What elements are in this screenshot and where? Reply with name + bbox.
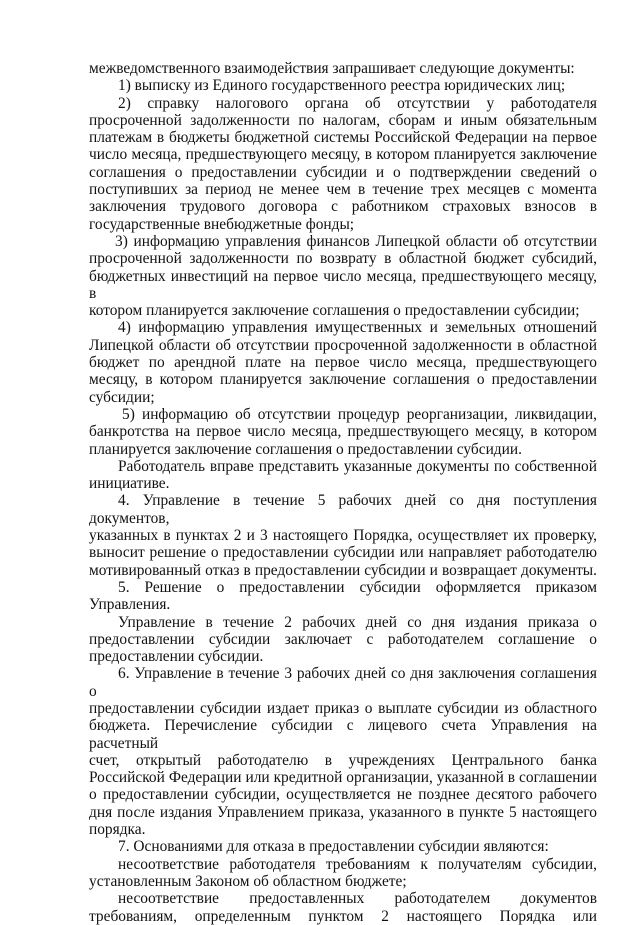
text-line: несоответствие предоставленных работодателем документов <box>118 890 597 908</box>
text-line: просроченной задолженности по налогам, сборам и иным обязательным <box>89 111 597 129</box>
text-line: 1) выписку из Единого государственного реестра юридических лиц; <box>118 77 566 95</box>
text-line: планируется заключение соглашения о предоставлении субсидии. <box>89 440 522 458</box>
text-line: предоставлении субсидии. <box>89 648 264 666</box>
document-body <box>89 60 597 925</box>
text-line: дня после издания Управлением приказа, указанного в пункте 5 настоящего <box>89 803 597 821</box>
text-line: Управление в течение 2 рабочих дней со дня издания приказа о <box>118 613 597 631</box>
text-line: платежам в бюджеты бюджетной системы Российской Федерации на первое <box>89 129 597 147</box>
text-line: счет, открытый работодателю в учреждениях Центрального банка <box>89 751 597 769</box>
text-line: бюджет по арендной плате на первое число месяца, предшествующего <box>89 354 597 372</box>
text-line: государственные внебюджетные фонды; <box>89 215 355 233</box>
text-line: 3) информацию управления финансов Липецкой области об отсутствии <box>115 232 597 250</box>
text-line: бюджетных инвестиций на первое число месяца, предшествующего месяцу, в <box>89 267 597 302</box>
text-line: 7. Основаниями для отказа в предоставлении субсидии являются: <box>118 838 549 856</box>
text-line: порядка. <box>89 821 146 839</box>
text-line: Работодатель вправе представить указанные документы по собственной <box>118 457 597 475</box>
text-line: котором планируется заключение соглашения о предоставлении субсидии; <box>89 302 580 320</box>
text-line: требованиям, определенным пунктом 2 настоящего Порядка или <box>89 907 597 925</box>
text-line: о предоставлении субсидии, осуществляется не позднее десятого рабочего <box>89 786 597 804</box>
text-line: выносит решение о предоставлении субсидии или направляет работодателю <box>89 544 597 562</box>
text-line: Липецкой области об отсутствии просроченной задолженности в областной <box>89 336 597 354</box>
text-line: предоставлении субсидии заключает с работодателем соглашение о <box>89 630 597 648</box>
text-line: заключения трудового договора с работником страховых взносов в <box>89 198 597 216</box>
text-line: предоставлении субсидии издает приказ о выплате субсидии из областного <box>89 699 597 717</box>
text-line: инициативе. <box>89 475 170 493</box>
text-line: месяцу, в котором планируется заключение соглашения о предоставлении <box>89 371 597 389</box>
text-line: соглашения о предоставлении субсидии и о подтверждении сведений о <box>89 163 597 181</box>
text-line: 5. Решение о предоставлении субсидии оформляется приказом <box>118 578 597 596</box>
text-line: Российской Федерации или кредитной организации, указанной в соглашении <box>89 769 597 787</box>
text-line: установленным Законом об областном бюджете; <box>89 872 407 890</box>
text-line: 4) информацию управления имущественных и земельных отношений <box>118 319 597 337</box>
text-line: число месяца, предшествующего месяцу, в котором планируется заключение <box>89 146 597 164</box>
text-line: 2) справку налогового органа об отсутствии у работодателя <box>118 94 597 112</box>
text-line: несоответствие работодателя требованиям к получателям субсидии, <box>118 855 597 873</box>
text-line: 4. Управление в течение 5 рабочих дней со дня поступления документов, <box>89 492 597 527</box>
text-line: бюджета. Перечисление субсидии с лицевого счета Управления на расчетный <box>89 717 597 752</box>
text-line: межведомственного взаимодействия запрашивает следующие документы: <box>89 60 575 77</box>
text-line: 6. Управление в течение 3 рабочих дней со дня заключения соглашения о <box>89 665 597 700</box>
text-line: 5) информацию об отсутствии процедур реорганизации, ликвидации, <box>122 405 597 423</box>
text-line: мотивированный отказ в предоставлении субсидии и возвращает документы. <box>89 561 597 579</box>
text-line: банкротства на первое число месяца, предшествующего месяцу, в котором <box>89 423 597 441</box>
text-line: указанных в пунктах 2 и 3 настоящего Порядка, осуществляет их проверку, <box>89 527 597 545</box>
text-line: Управления. <box>89 596 171 614</box>
text-line: поступивших за период не менее чем в течение трех месяцев с момента <box>89 181 597 199</box>
text-line: просроченной задолженности по возврату в областной бюджет субсидий, <box>89 250 597 268</box>
text-line: субсидии; <box>89 388 155 406</box>
